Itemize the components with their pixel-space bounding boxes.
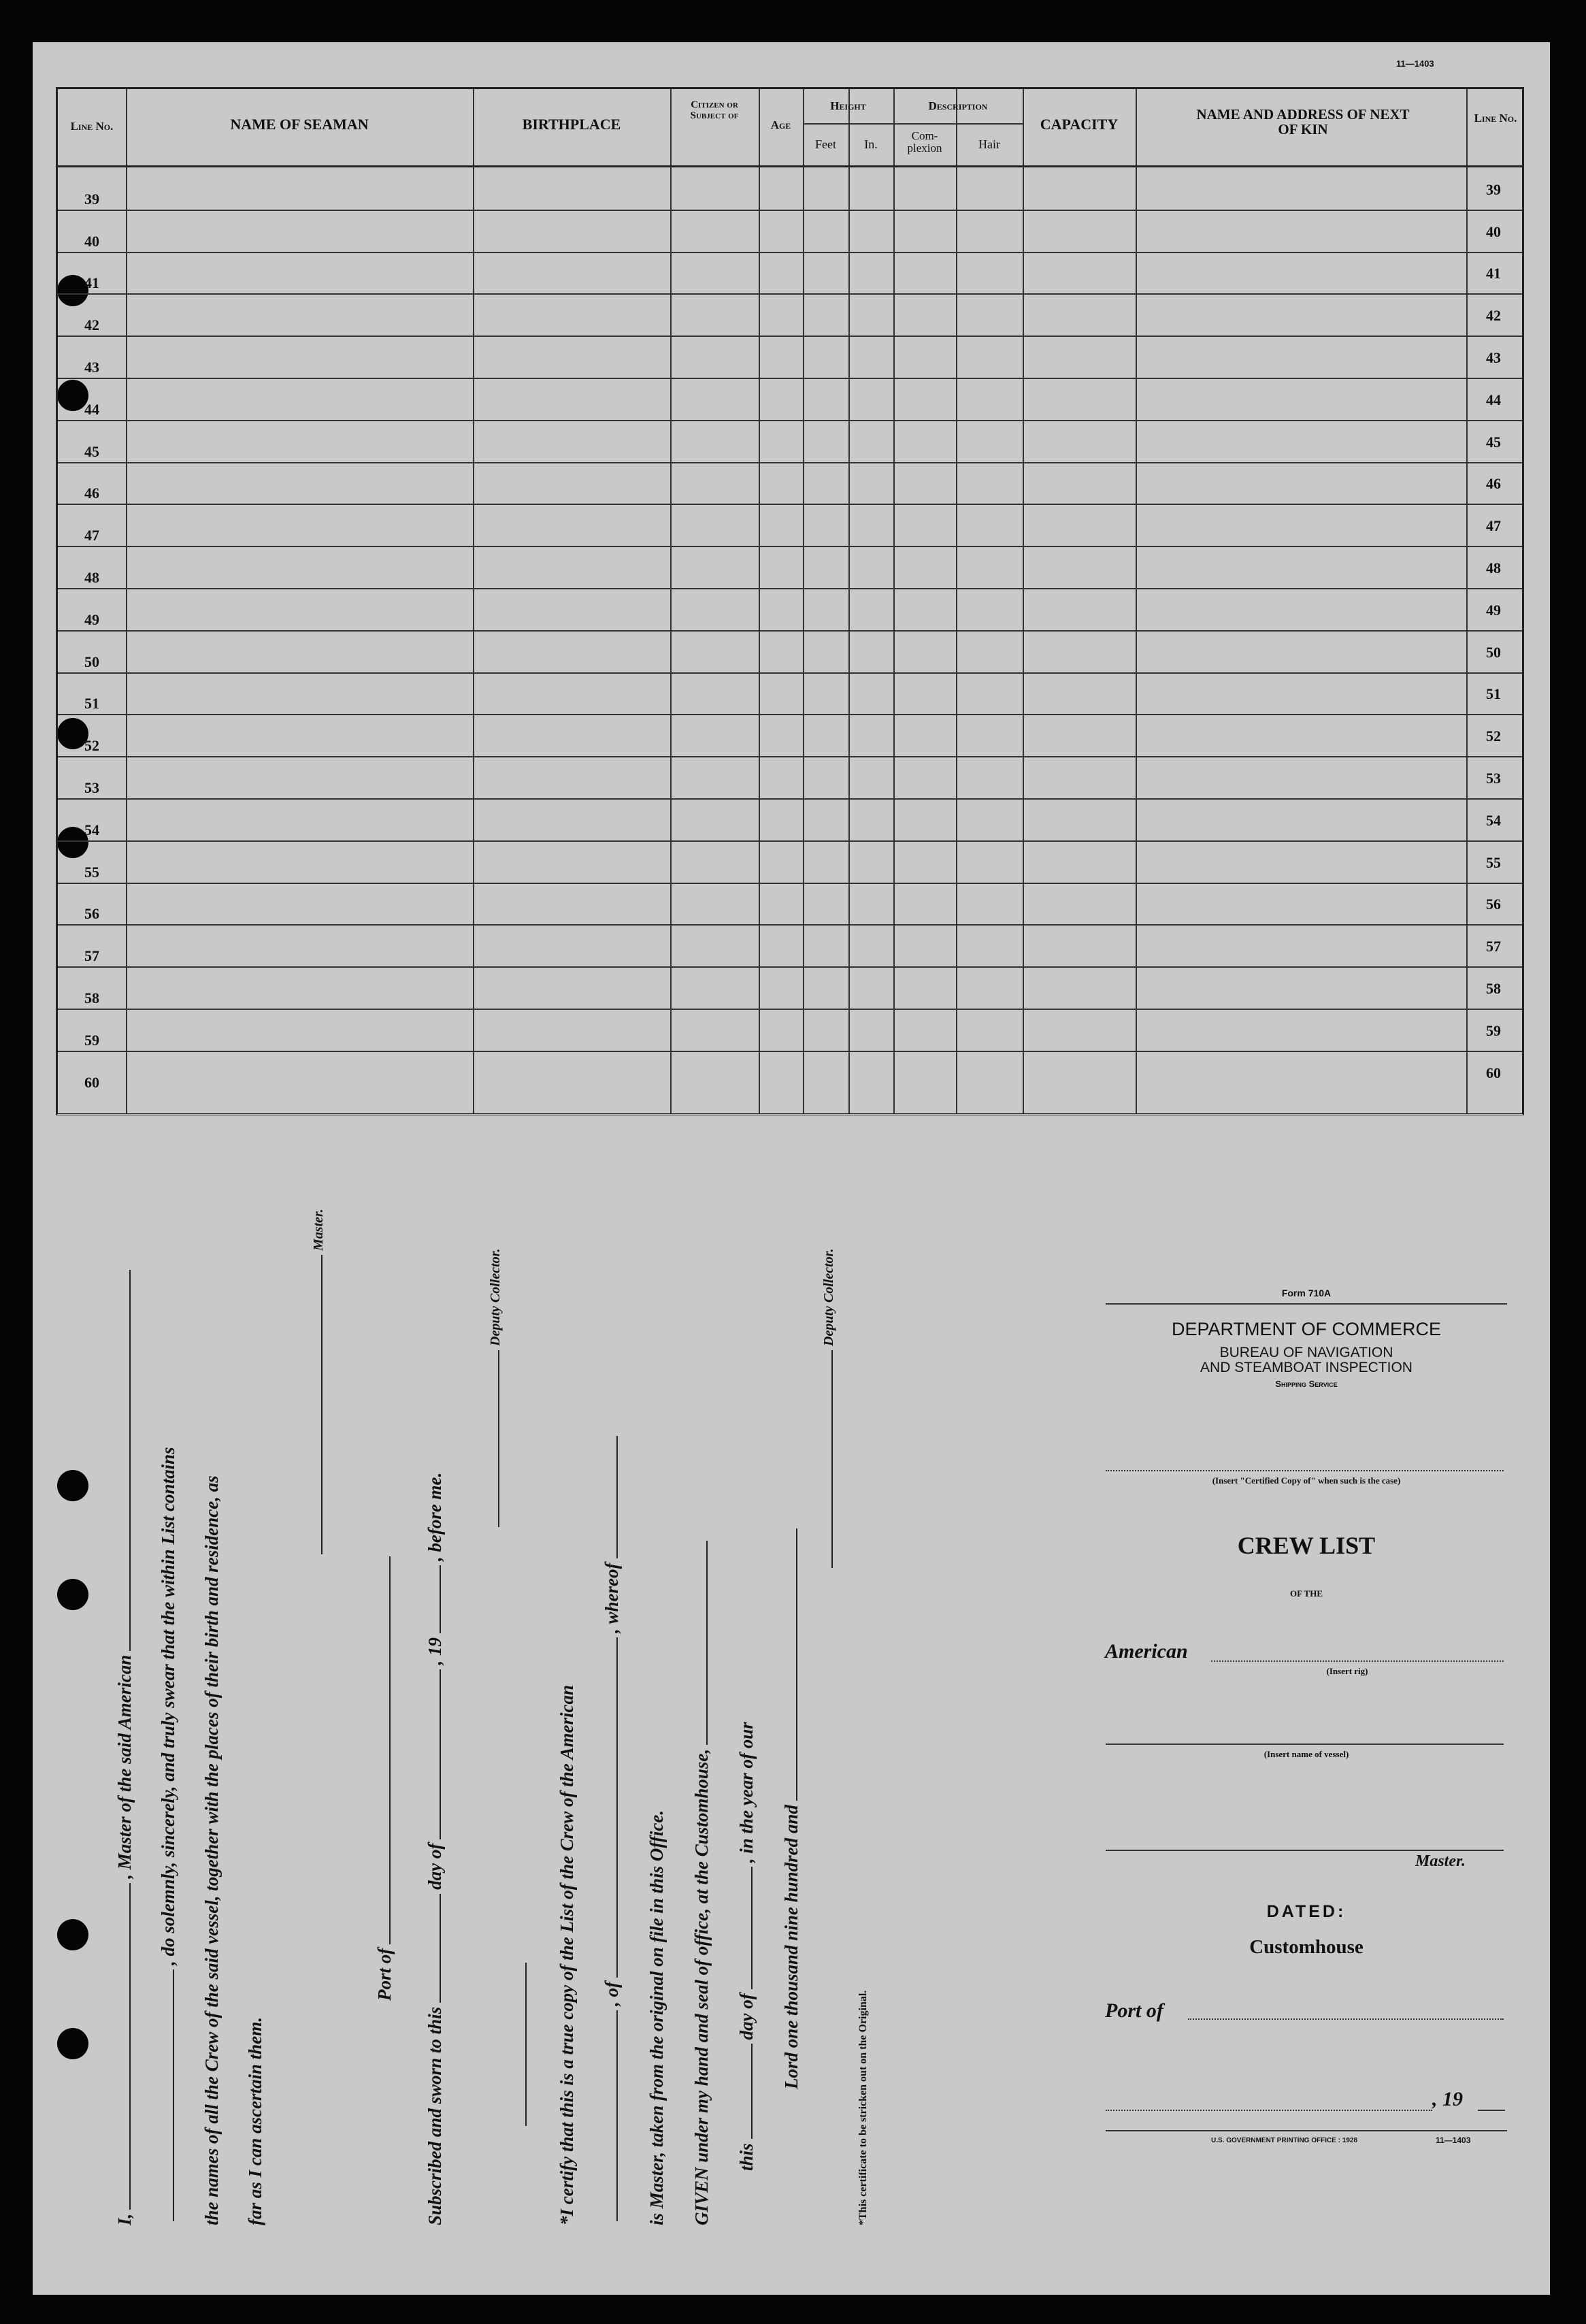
row-rule <box>58 798 1522 800</box>
line-number-right: 40 <box>1486 223 1501 240</box>
cover-rig-rule <box>1211 1660 1504 1662</box>
row-rule <box>58 420 1522 421</box>
line-number-right: 58 <box>1486 980 1501 997</box>
row-rule <box>58 924 1522 926</box>
cover-year: , 19 <box>1432 2088 1463 2110</box>
line-number-right: 50 <box>1486 643 1501 661</box>
oath-year-19: , 19 <box>425 1637 445 1665</box>
oath-section <box>102 1157 878 2225</box>
cover-insert-vessel: (Insert name of vessel) <box>1263 1749 1349 1759</box>
cover-of-the: OF THE <box>1289 1588 1323 1599</box>
header-description: Description <box>928 99 988 112</box>
cover-master-label: Master. <box>1415 1852 1466 1870</box>
oath-master-taken-text: is Master, taken from the original on file in this Office. <box>646 1810 667 2225</box>
row-rule <box>58 588 1522 589</box>
line-number-left: 42 <box>84 316 99 334</box>
line-number-left: 54 <box>84 821 99 838</box>
cover-insert-copy-hint: (Insert "Certified Copy of" when such is the case) <box>1212 1475 1401 1486</box>
cover-form-code: 11—1403 <box>1436 2135 1471 2145</box>
oath-line-1 <box>114 1266 135 2225</box>
line-number-left: 39 <box>84 190 99 208</box>
row-rule <box>58 252 1522 253</box>
oath-port-of: Port of <box>374 1948 395 2001</box>
cover-dated: DATED: <box>1266 1902 1347 1921</box>
header-complexion: Com- plexion <box>907 129 942 154</box>
line-number-left: 56 <box>84 905 99 923</box>
row-rule <box>58 378 1522 379</box>
row-rule <box>58 293 1522 295</box>
header-birthplace: BIRTHPLACE <box>522 116 621 133</box>
oath-deputy-collector-2: Deputy Collector. <box>821 1248 836 1346</box>
header-inches: In. <box>864 137 878 151</box>
oath-master-signature <box>306 1209 327 1558</box>
line-number-right: 60 <box>1486 1064 1501 1081</box>
oath-line-2 <box>158 1447 179 2225</box>
cover-insert-copy-rule <box>1106 1470 1504 1471</box>
cover-year-rule <box>1478 2110 1505 2111</box>
oath-names-text: the names of all the Crew of the said vessel, together with the places of their birth and residence, as <box>201 1475 222 2225</box>
oath-certify-line <box>557 1685 578 2225</box>
header-age: Age <box>770 118 791 131</box>
header-next-of-kin: NAME AND ADDRESS OF NEXT OF KIN <box>1196 106 1410 138</box>
header-hair: Hair <box>978 137 1000 151</box>
row-rule <box>58 335 1522 337</box>
line-number-right: 41 <box>1486 265 1501 282</box>
header-height: Height <box>830 99 866 112</box>
oath-footnote-text: *This certificate to be stricken out on the Original. <box>857 1990 869 2225</box>
line-number-right: 52 <box>1486 727 1501 745</box>
cover-top-rule <box>1106 1303 1507 1305</box>
binder-hole <box>57 1919 88 1950</box>
cover-insert-rig: (Insert rig) <box>1326 1666 1368 1676</box>
line-number-right: 44 <box>1486 391 1501 408</box>
cover-port-of: Port of <box>1105 1999 1163 2022</box>
cover-vessel-rule <box>1106 1744 1504 1745</box>
oath-footnote <box>857 1991 870 2225</box>
cover-printer: U.S. GOVERNMENT PRINTING OFFICE : 1928 <box>1211 2137 1358 2144</box>
crew-table <box>56 87 1524 1115</box>
line-number-right: 46 <box>1486 475 1501 493</box>
cover-american-label: American <box>1105 1640 1188 1663</box>
oath-of: , of <box>601 1982 622 2006</box>
binder-hole <box>57 1470 88 1501</box>
oath-this-day-line <box>736 1722 757 2171</box>
oath-swear-text: , do solemnly, sincerely, and truly swear that the within List contains <box>158 1447 178 1965</box>
line-number-right: 47 <box>1486 517 1501 535</box>
cover-department: DEPARTMENT OF COMMERCE <box>1171 1319 1442 1339</box>
oath-before-me: , before me. <box>425 1472 445 1562</box>
oath-this: this <box>736 2143 757 2171</box>
oath-i: I, <box>114 2213 135 2225</box>
line-number-left: 58 <box>84 989 99 1006</box>
cover-port-rule <box>1188 2018 1504 2020</box>
row-rule <box>58 672 1522 674</box>
oath-given-text: GIVEN under my hand and seal of office, at the Customhouse, <box>691 1748 712 2225</box>
line-number-right: 42 <box>1486 307 1501 325</box>
oath-master-label: Master. <box>311 1209 326 1251</box>
oath-deputy-signature-2 <box>816 1249 838 1572</box>
line-number-left: 52 <box>84 737 99 755</box>
row-rule <box>58 840 1522 842</box>
oath-day-of: day of <box>425 1843 445 1890</box>
row-rule <box>58 630 1522 632</box>
oath-deputy-collector-1: Deputy Collector. <box>488 1248 503 1346</box>
cover-date-rule <box>1106 2110 1432 2111</box>
line-number-right: 57 <box>1486 938 1501 955</box>
oath-ascertain-text: far as I can ascertain them. <box>245 2016 265 2225</box>
oath-line-3 <box>201 1475 222 2225</box>
row-rule <box>58 756 1522 757</box>
line-number-left: 59 <box>84 1031 99 1049</box>
oath-day-of-2: day of <box>736 1993 757 2040</box>
row-rule <box>58 462 1522 463</box>
row-rule <box>58 210 1522 211</box>
line-number-left: 46 <box>84 485 99 502</box>
cover-customhouse: Customhouse <box>1249 1936 1364 1958</box>
binder-hole <box>57 1579 88 1610</box>
line-number-right: 51 <box>1486 685 1501 703</box>
line-number-left: 49 <box>84 610 99 628</box>
row-rule <box>58 714 1522 715</box>
line-number-left: 51 <box>84 695 99 713</box>
line-number-left: 60 <box>84 1073 99 1091</box>
oath-master-of-american: , Master of the said American <box>114 1654 135 1879</box>
cover-bureau-1: BUREAU OF NAVIGATION <box>1219 1345 1393 1360</box>
line-number-right: 39 <box>1486 180 1501 198</box>
oath-of-whereof-line <box>601 1433 623 2226</box>
row-rule <box>58 966 1522 968</box>
oath-lord-text: Lord one thousand nine hundred and <box>781 1805 802 2089</box>
line-number-left: 40 <box>84 232 99 250</box>
cover-bureau-2: AND STEAMBOAT INSPECTION <box>1200 1360 1412 1375</box>
row-rule <box>58 1051 1522 1052</box>
row-rule <box>58 546 1522 547</box>
line-number-right: 56 <box>1486 896 1501 913</box>
cover-shipping-service: Shipping Service <box>1275 1379 1338 1389</box>
oath-given-line <box>691 1537 712 2225</box>
row-rule <box>58 504 1522 505</box>
line-number-left: 55 <box>84 863 99 881</box>
line-number-right: 55 <box>1486 853 1501 871</box>
oath-port-line <box>374 1552 395 2001</box>
header-line-no-right: Line No. <box>1474 112 1517 125</box>
line-number-left: 50 <box>84 653 99 670</box>
line-number-right: 48 <box>1486 559 1501 576</box>
line-number-right: 54 <box>1486 811 1501 829</box>
oath-lord-line <box>781 1524 802 2089</box>
line-number-left: 43 <box>84 359 99 376</box>
line-number-left: 47 <box>84 527 99 544</box>
header-citizen: Citizen or Subject of <box>690 99 739 121</box>
line-number-right: 49 <box>1486 601 1501 619</box>
line-number-left: 45 <box>84 442 99 460</box>
oath-certify-text: *I certify that this is a true copy of the List of the Crew of the American <box>557 1685 577 2225</box>
oath-whereof: , whereof <box>601 1562 622 1633</box>
cover-title: CREW LIST <box>1237 1532 1376 1559</box>
oath-subscribed-text: Subscribed and sworn to this <box>425 2006 445 2225</box>
cover-bottom-rule <box>1106 2130 1507 2131</box>
line-number-left: 48 <box>84 569 99 586</box>
oath-master-taken-line <box>646 1810 667 2225</box>
line-number-right: 53 <box>1486 770 1501 787</box>
header-line-no-left: Line No. <box>70 120 114 133</box>
header-capacity: CAPACITY <box>1040 116 1119 133</box>
line-number-left: 53 <box>84 779 99 796</box>
line-number-left: 57 <box>84 947 99 965</box>
header-feet: Feet <box>815 137 836 151</box>
form-code-top: 11—1403 <box>1396 59 1434 69</box>
line-number-right: 59 <box>1486 1021 1501 1039</box>
row-rule <box>58 1009 1522 1010</box>
cover-master-rule <box>1106 1850 1504 1851</box>
cover-form-number: Form 710A <box>1281 1288 1332 1298</box>
binder-hole <box>57 2028 88 2059</box>
line-number-right: 43 <box>1486 349 1501 366</box>
oath-line-4 <box>245 2017 266 2225</box>
oath-subscribed-line <box>425 1473 446 2225</box>
header-name-of-seaman: NAME OF SEAMAN <box>230 116 369 133</box>
row-rule <box>58 883 1522 884</box>
line-number-right: 45 <box>1486 433 1501 451</box>
oath-deputy-signature-1 <box>483 1249 504 1531</box>
oath-year-of-our: , in the year of our <box>736 1722 757 1863</box>
line-number-left: 44 <box>84 400 99 418</box>
line-number-left: 41 <box>84 274 99 292</box>
